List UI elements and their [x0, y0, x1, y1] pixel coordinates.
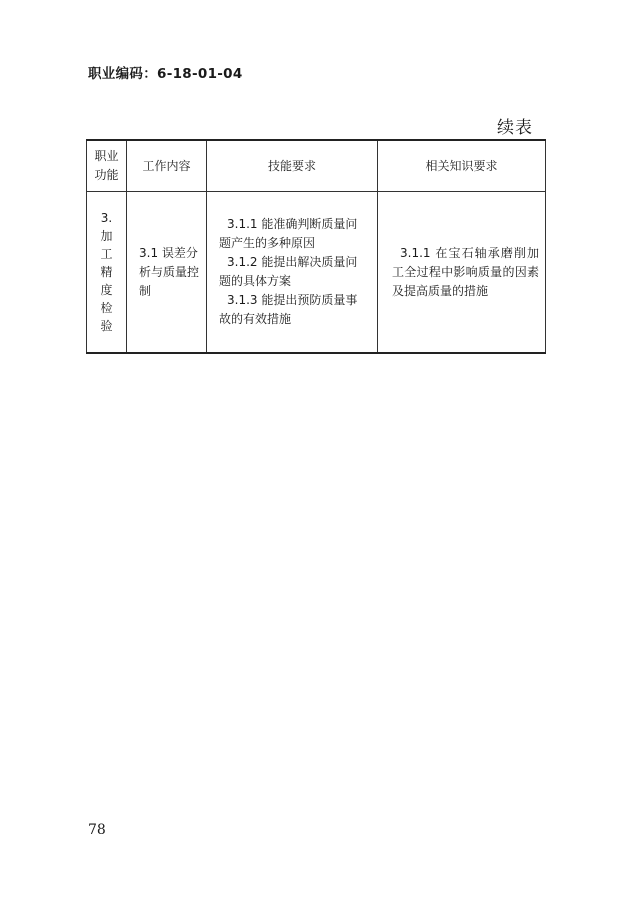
header-function-line2: 功能 — [94, 168, 119, 182]
header-function-line1: 职业 — [94, 149, 119, 163]
function-char: 工 — [100, 247, 113, 261]
table-row — [87, 192, 546, 354]
function-char: 验 — [100, 319, 113, 333]
function-char: 精 — [100, 265, 113, 279]
function-char: 检 — [100, 301, 113, 315]
header-cell-knowledge: 相关知识要求 — [378, 140, 546, 192]
work-content-text: 3.1 误差分析与质量控制 — [139, 245, 200, 298]
skills-table — [86, 139, 546, 354]
page-number: 78 — [88, 822, 106, 838]
knowledge-cell — [378, 192, 546, 354]
skill-item: 3.1.1 能准确判断质量问题产生的多种原因 — [219, 217, 358, 250]
function-char: 加 — [100, 229, 113, 243]
header-cell-function — [87, 140, 127, 192]
table-header-row — [87, 140, 546, 192]
header-cell-work-content: 工作内容 — [127, 140, 207, 192]
function-char: 度 — [100, 283, 113, 297]
skill-item: 3.1.2 能提出解决质量问题的具体方案 — [219, 255, 358, 288]
work-content-cell — [127, 192, 207, 354]
skill-item: 3.1.3 能提出预防质量事故的有效措施 — [219, 293, 358, 326]
knowledge-item: 3.1.1 在宝石轴承磨削加工全过程中影响质量的因素及提高质量的措施 — [392, 245, 539, 298]
occupation-code: 职业编码：6-18-01-04 — [88, 66, 243, 82]
header-cell-skills: 技能要求 — [207, 140, 378, 192]
continued-label: 续表 — [497, 118, 533, 138]
skills-cell — [207, 192, 378, 354]
function-number: 3. — [100, 211, 113, 225]
function-cell — [87, 192, 127, 354]
